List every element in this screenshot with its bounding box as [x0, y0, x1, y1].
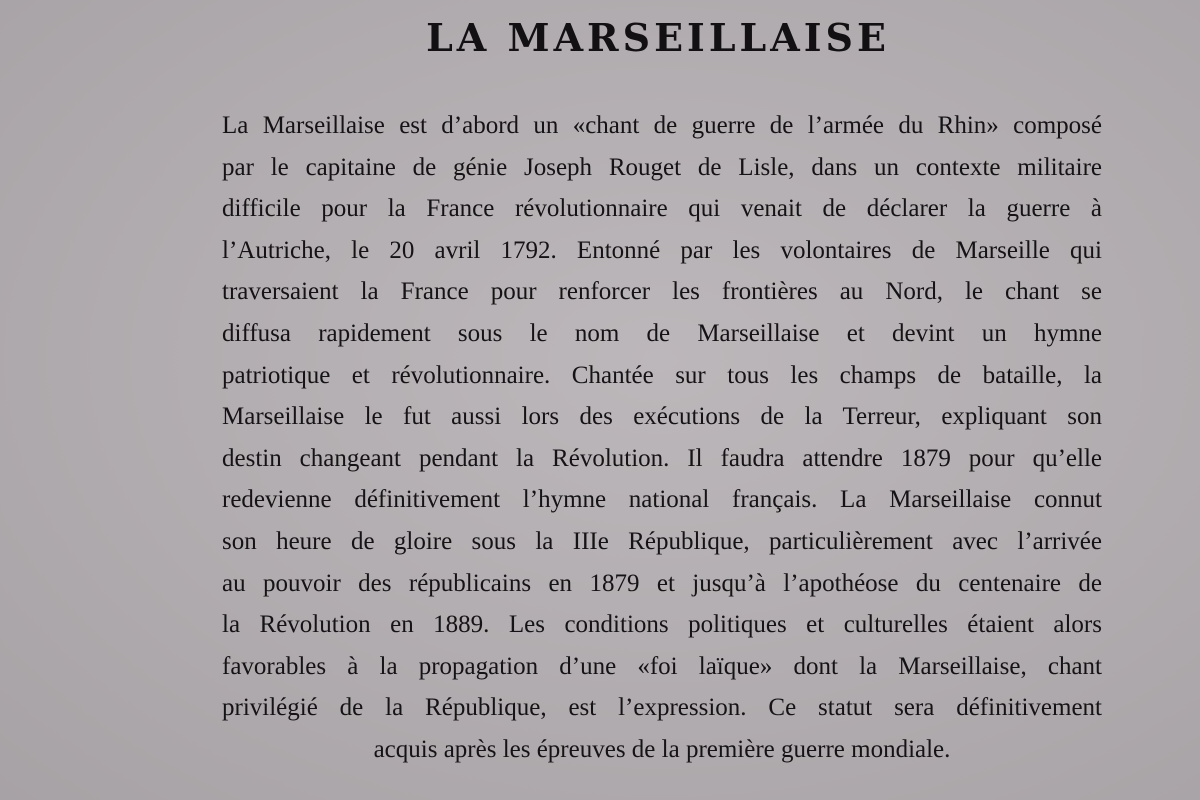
text-line: Marseillaise le fut aussi lors des exécutions de la Terreur, expliquant son [222, 403, 1102, 431]
panel-title: LA MARSEILLAISE [426, 15, 890, 60]
text-line: redevienne définitivement l’hymne national français. La Marseillaise connut [222, 486, 1102, 514]
text-line: acquis après les épreuves de la première guerre mondiale. [373, 735, 951, 763]
text-line: difficile pour la France révolutionnaire qui venait de déclarer la guerre à [222, 195, 1102, 223]
text-line: la Révolution en 1889. Les conditions politiques et culturelles étaient alors [222, 611, 1102, 639]
text-line: l’Autriche, le 20 avril 1792. Entonné par les volontaires de Marseille qui [222, 236, 1102, 264]
text-line: diffusa rapidement sous le nom de Marseillaise et devint un hymne [222, 319, 1102, 347]
text-line: destin changeant pendant la Révolution. Il faudra attendre 1879 pour qu’elle [222, 444, 1102, 472]
text-line: favorables à la propagation d’une «foi laïque» dont la Marseillaise, chant [222, 652, 1102, 680]
text-line: au pouvoir des républicains en 1879 et jusqu’à l’apothéose du centenaire de [222, 569, 1102, 597]
text-line: traversaient la France pour renforcer les frontières au Nord, le chant se [222, 278, 1102, 306]
text-line: privilégié de la République, est l’expression. Ce statut sera définitivement [222, 694, 1102, 722]
text-line: par le capitaine de génie Joseph Rouget de Lisle, dans un contexte militaire [222, 153, 1102, 181]
body-paragraph [222, 105, 1102, 771]
text-line: patriotique et révolutionnaire. Chantée sur tous les champs de bataille, la [222, 361, 1102, 389]
text-line: La Marseillaise est d’abord un «chant de guerre de l’armée du Rhin» composé [222, 112, 1102, 139]
text-line: son heure de gloire sous la IIIe République, particulièrement avec l’arrivée [222, 527, 1102, 555]
